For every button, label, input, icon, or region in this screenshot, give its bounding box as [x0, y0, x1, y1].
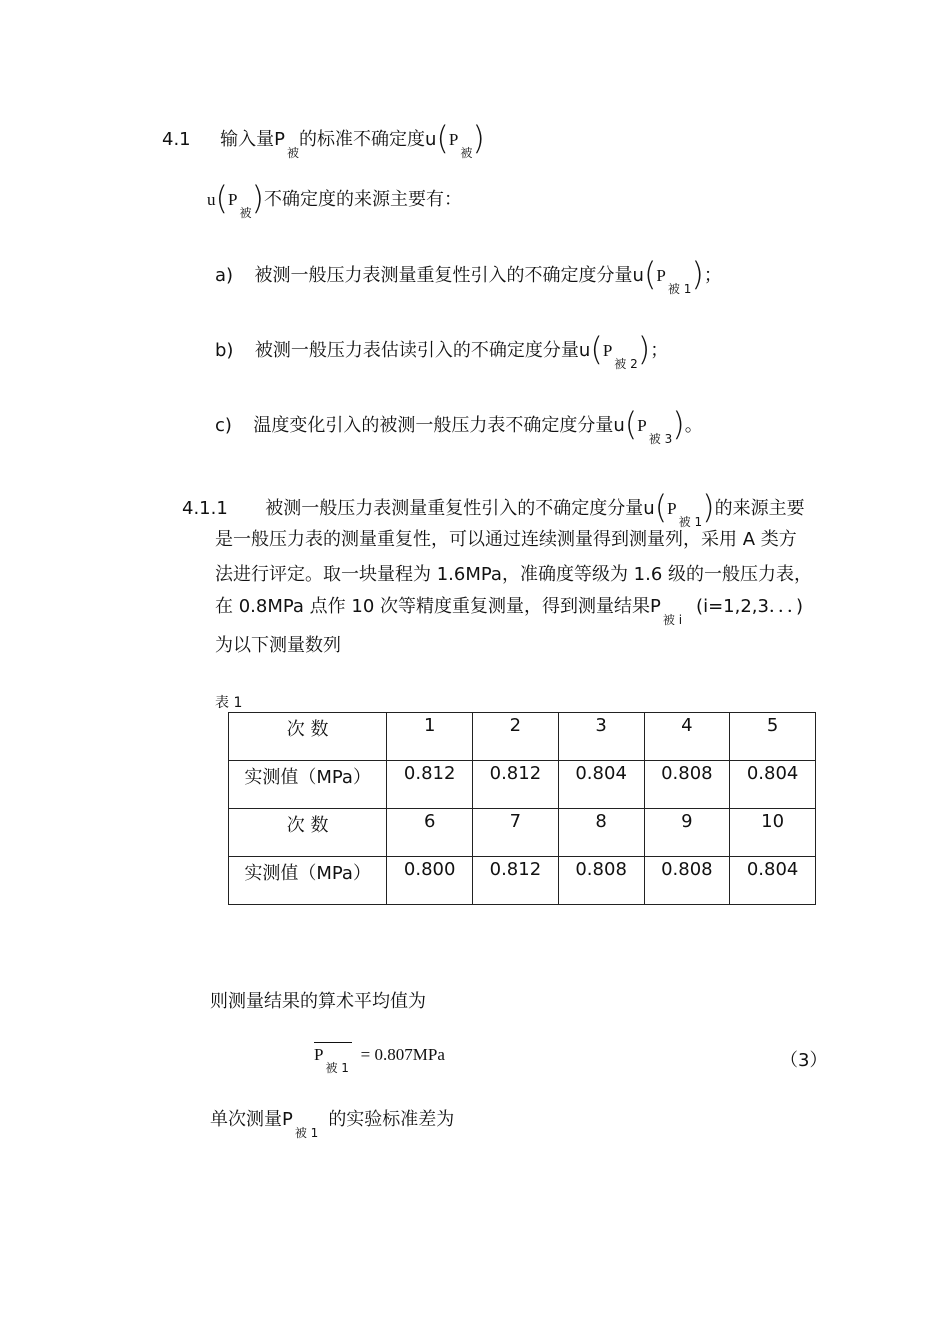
formula-subscript: 被 1	[325, 1061, 349, 1075]
paragraph-subscript: 被 i	[662, 613, 683, 627]
subsection-number: 4.1.1	[182, 498, 228, 519]
list-item-text: 温度变化引入的被测一般压力表不确定度分量u	[253, 415, 625, 436]
list-item-variable: P	[656, 266, 666, 285]
table-caption: 表 1	[215, 695, 243, 711]
table-cell: 10	[730, 809, 816, 857]
paragraph-subscript: 被 1	[678, 515, 703, 529]
section-number: 4.1	[162, 129, 191, 150]
u-subscript: 被	[460, 146, 473, 160]
section-4-1-1-line-2: 是一般压力表的测量重复性，可以通过连续测量得到测量列，采用 A 类方	[215, 529, 797, 550]
list-item-subscript: 被 2	[614, 357, 638, 371]
table-cell: 2	[473, 713, 559, 761]
table-row	[229, 857, 816, 905]
table-cell: 8	[558, 809, 644, 857]
paragraph-text: (i=1,2,3．．．)	[696, 596, 803, 617]
formula-value: = 0.807MPa	[360, 1045, 445, 1064]
list-item-text: 被测一般压力表测量重复性引入的不确定度分量u	[254, 265, 644, 286]
list-item-subscript: 被 3	[648, 432, 673, 446]
section-4-1-1-line-1: 4.1.1 被测一般压力表测量重复性引入的不确定度分量$u(P_{被 1})$的来源主要	[182, 488, 805, 529]
intro-variable: P	[227, 190, 238, 209]
intro-subscript: 被	[239, 206, 252, 220]
table-row	[229, 713, 816, 761]
list-item-subscript: 被 1	[667, 282, 692, 296]
table-cell: 0.808	[644, 857, 730, 905]
table-cell: 0.812	[473, 857, 559, 905]
list-item-variable: P	[602, 341, 613, 360]
formula-variable: P	[314, 1045, 324, 1064]
list-item-end: 。	[684, 415, 703, 436]
heading-subscript: 被	[286, 146, 299, 160]
stdev-intro	[210, 1106, 455, 1140]
section-4-1-1-line-5: 为以下测量数列	[215, 635, 341, 656]
equation-number: （3）	[780, 1050, 828, 1071]
row-header: 次 数	[229, 809, 387, 857]
section-4-1-1-line-3: 法进行评定。取一块量程为 1.6MPa，准确度等级为 1.6 级的一般压力表，	[215, 564, 813, 585]
table-row	[229, 761, 816, 809]
source-item-a: a) 被测一般压力表测量重复性引入的不确定度分量$u(P_{被 1})$；	[215, 255, 722, 296]
paragraph-variable: P	[667, 499, 677, 518]
paragraph-text: 被测一般压力表测量重复性引入的不确定度分量u	[265, 498, 655, 519]
mean-formula	[314, 1044, 445, 1075]
paragraph-text: 的来源主要	[714, 498, 805, 519]
table-cell: 0.800	[387, 857, 473, 905]
list-item-end: ；	[703, 265, 722, 286]
heading-text-pre: 输入量P	[220, 129, 285, 150]
uncertainty-sources-intro: $u(P_被)$不确定度的来源主要有：	[207, 179, 462, 220]
table-cell: 0.804	[730, 761, 816, 809]
paragraph-text: 单次测量P	[210, 1109, 293, 1130]
mean-overline	[314, 1042, 352, 1043]
table-cell: 0.804	[558, 761, 644, 809]
list-marker: c)	[215, 415, 232, 436]
list-marker: b)	[215, 340, 234, 361]
table-cell: 3	[558, 713, 644, 761]
source-item-c: c) 温度变化引入的被测一般压力表不确定度分量$u(P_{被 3})$。	[215, 405, 703, 446]
table-cell: 9	[644, 809, 730, 857]
intro-text: 不确定度的来源主要有：	[263, 189, 462, 210]
source-item-b: b) 被测一般压力表估读引入的不确定度分量$u(P_{被 2})$；	[215, 330, 669, 371]
section-4-1-heading: 4.1 输入量$P_被$的标准不确定度$u(P_被)$	[162, 119, 485, 160]
paragraph-text: 在 0.8MPa 点作 10 次等精度重复测量，得到测量结果P	[215, 596, 661, 617]
table-cell: 0.808	[644, 761, 730, 809]
u-symbol: u	[207, 190, 216, 209]
table-cell: 4	[644, 713, 730, 761]
table-cell: 0.804	[730, 857, 816, 905]
paragraph-text: 的实验标准差为	[328, 1109, 455, 1130]
list-marker: a)	[215, 265, 234, 286]
list-item-variable: P	[637, 416, 647, 435]
section-4-1-1-line-4	[215, 593, 803, 627]
table-cell: 0.808	[558, 857, 644, 905]
table-cell: 1	[387, 713, 473, 761]
list-item-end: ；	[650, 340, 669, 361]
row-header: 次 数	[229, 713, 387, 761]
row-header: 实测值（MPa）	[229, 857, 387, 905]
table-cell: 6	[387, 809, 473, 857]
mean-intro-text: 则测量结果的算术平均值为	[210, 991, 426, 1012]
table-row	[229, 809, 816, 857]
heading-text-mid: 的标准不确定度u	[298, 129, 437, 150]
row-header: 实测值（MPa）	[229, 761, 387, 809]
measurement-table	[228, 712, 816, 905]
table-cell: 0.812	[387, 761, 473, 809]
table-cell: 7	[473, 809, 559, 857]
u-variable: P	[448, 130, 459, 149]
table-cell: 0.812	[473, 761, 559, 809]
table-cell: 5	[730, 713, 816, 761]
list-item-text: 被测一般压力表估读引入的不确定度分量u	[254, 340, 591, 361]
paragraph-subscript: 被 1	[294, 1126, 319, 1140]
